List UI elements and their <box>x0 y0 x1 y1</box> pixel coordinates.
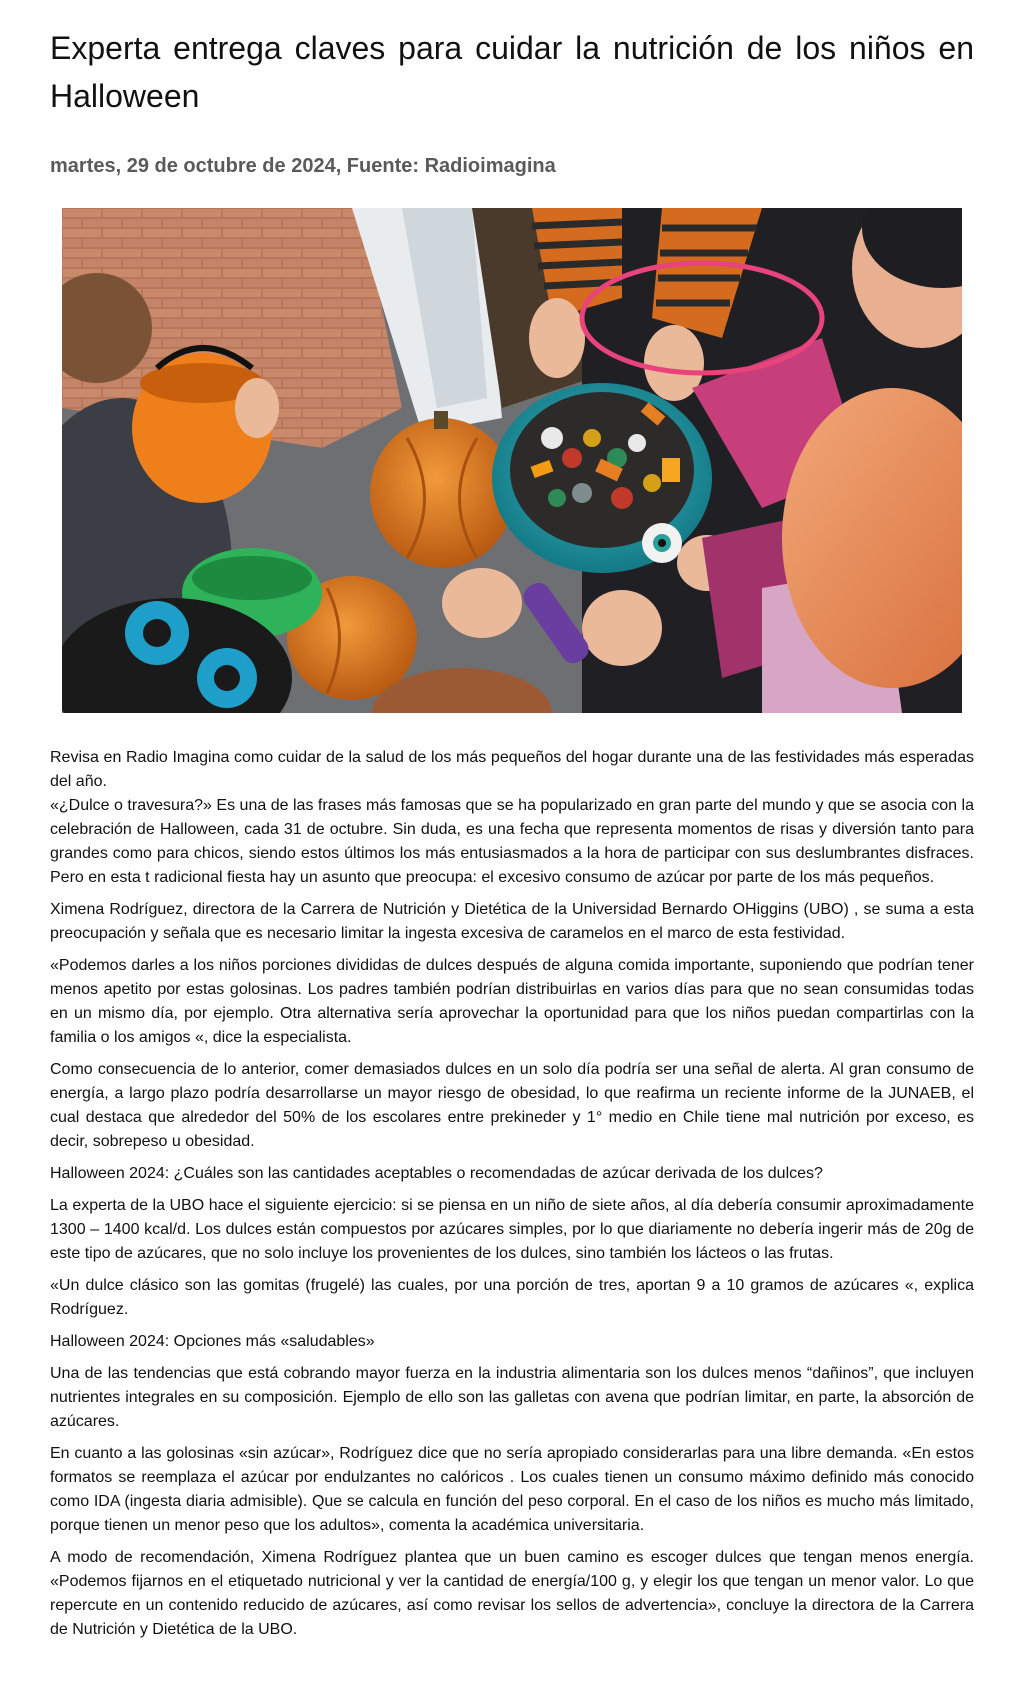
section-heading: Halloween 2024: Opciones más «saludables» <box>50 1333 375 1350</box>
paragraph: La experta de la UBO hace el siguiente ejercicio: si se piensa en un niño de siete años, al día debería consumir aproximadamente 1300 – 1400 kcal/d. Los dulces están compuestos por azúcares simples, por lo que diariamente no debería ingerir más de 20g de este tipo de azúcares, que no solo incluye los provenientes de los dulces, sino también los lácteos o las frutas. <box>50 1197 974 1262</box>
paragraph: En cuanto a las golosinas «sin azúcar», Rodríguez dice que no sería apropiado considerarlas para una libre demanda. «En estos formatos se reemplaza el azúcar por endulzantes no calóricos . Los cuales tienen un consumo máximo definido más conocido como IDA (ingesta diaria admisible). Que se calcula en función del peso corporal. En el caso de los niños es mucho más limitado, porque tienen un menor peso que los adultos», comenta la académica universitaria. <box>50 1445 974 1534</box>
article-title: Experta entrega claves para cuidar la nutrición de los niños en Halloween <box>50 30 974 114</box>
paragraph: «¿Dulce o travesura?» Es una de las frases más famosas que se ha popularizado en gran parte del mundo y que se asocia con la celebración de Halloween, cada 31 de octubre. Sin duda, es una fecha que representa momentos de risas y diversión tanto para grandes como para chicos, siendo estos últimos los más entusiasmados a la hora de participar con sus deslumbrantes disfraces. Pero en esta t radicional fiesta hay un asunto que preocupa: el excesivo consumo de azúcar por parte de los más pequeños. <box>50 797 974 886</box>
halloween-photo-illustration <box>62 208 962 713</box>
article-body <box>50 746 974 1642</box>
paragraph: Como consecuencia de lo anterior, comer demasiados dulces en un solo día podría ser una señal de alerta. Al gran consumo de energía, a largo plazo podría desarrollarse un mayor riesgo de obesidad, lo que reafirma un reciente informe de la JUNAEB, el cual destaca que alrededor del 50% de los escolares entre prekineder y 1° medio en Chile tiene mal nutrición por exceso, es decir, sobrepeso u obesidad. <box>50 1061 974 1150</box>
paragraph: Revisa en Radio Imagina como cuidar de la salud de los más pequeños del hogar durante una de las festividades más esperadas del año. <box>50 749 974 790</box>
article-meta: martes, 29 de octubre de 2024, Fuente: Radioimagina <box>50 155 556 177</box>
article-photo <box>62 208 962 713</box>
paragraph: Ximena Rodríguez, directora de la Carrera de Nutrición y Dietética de la Universidad Bernardo OHiggins (UBO) , se suma a esta preocupación y señala que es necesario limitar la ingesta excesiva de caramelos en el marco de esta festividad. <box>50 901 974 942</box>
paragraph: «Podemos darles a los niños porciones divididas de dulces después de alguna comida importante, suponiendo que podrían tener menos apetito por estas golosinas. Los padres también podrían distribuirlas en varios días para que no sean consumidas todas en un mismo día, por ejemplo. Otra alternativa sería aprovechar la oportunidad para que los niños puedan compartirlas con la familia o los amigos «, dice la especialista. <box>50 957 974 1046</box>
section-heading: Halloween 2024: ¿Cuáles son las cantidades aceptables o recomendadas de azúcar derivada de los dulces? <box>50 1165 823 1182</box>
article <box>50 24 974 1650</box>
paragraph: Una de las tendencias que está cobrando mayor fuerza en la industria alimentaria son los dulces menos “dañinos”, que incluyen nutrientes integrales en su composición. Ejemplo de ello son las galletas con avena que podrían limitar, en parte, la absorción de azúcares. <box>50 1365 974 1430</box>
paragraph: A modo de recomendación, Ximena Rodríguez plantea que un buen camino es escoger dulces que tengan menos energía. «Podemos fijarnos en el etiquetado nutricional y ver la cantidad de energía/100 g, y elegir los que tengan un menor valor. Lo que repercute en un contenido reducido de azúcares, así como revisar los sellos de advertencia», concluye la directora de la Carrera de Nutrición y Dietética de la UBO. <box>50 1549 974 1638</box>
paragraph: «Un dulce clásico son las gomitas (frugelé) las cuales, por una porción de tres, aportan 9 a 10 gramos de azúcares «, explica Rodríguez. <box>50 1277 974 1318</box>
